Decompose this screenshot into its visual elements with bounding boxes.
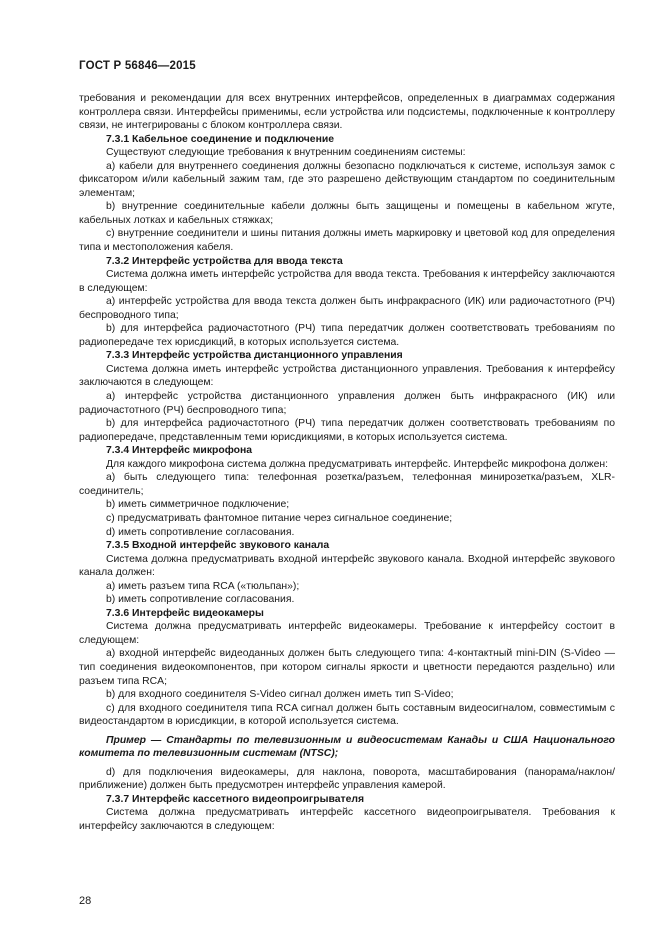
section-heading: 7.3.1 Кабельное соединение и подключение [106, 133, 335, 145]
paragraph: a) кабели для внутреннего соединения должны безопасно подключаться к системе, используя замок с фиксатором и/или кабельный зажим там, где это разрешено действующим стандартом по соединительным элементам; [79, 160, 615, 199]
paragraph: a) быть следующего типа: телефонная розетка/разъем, телефонная минирозетка/разъем, XLR-соединитель; [79, 472, 615, 497]
section-heading: 7.3.4 Интерфейс микрофона [106, 445, 253, 457]
paragraph: b) для интерфейса радиочастотного (РЧ) типа передатчик должен соответствовать требованиям по радиопередаче, представленным теми юрисдикциями, в которых используется система. [79, 418, 615, 443]
paragraph: d) для подключения видеокамеры, для наклона, поворота, масштабирования (панорама/наклон/приближение) должен быть предусмотрен интерфейс управления камерой. [79, 766, 615, 792]
paragraph: c) для входного соединителя типа RCA сигнал должен быть составным видеосигналом, совместимым с видеостандартом в юрисдикции, в которой используется система. [79, 702, 615, 728]
paragraph: b) иметь симметричное подключение; [106, 499, 290, 511]
paragraph: Система должна иметь интерфейс устройства дистанционного управления. Требования к интерфейсу заключаются в следующем: [79, 363, 615, 389]
page-number: 28 [79, 895, 92, 907]
section-heading: 7.3.7 Интерфейс кассетного видеопроигрывателя [106, 793, 365, 805]
section-heading: 7.3.2 Интерфейс устройства для ввода текста [106, 255, 343, 267]
paragraph: a) иметь разъем типа RCA («тюльпан»); [106, 580, 300, 592]
paragraph: Система должна предусматривать входной интерфейс звукового канала. Входной интерфейс звукового канала должен: [79, 553, 615, 579]
example-note: Пример — Стандарты по телевизионным и видеосистемам Канады и США Национального комитета по телевизионным системам (NTSC); [79, 734, 615, 760]
paragraph: требования и рекомендации для всех внутренних интерфейсов, определенных в диаграммах содержания контроллера связи. Интерфейсы применимы, если устройства или подсистемы, подключенные к контроллеру связи, не интегрированы с блоком контроллера связи. [79, 93, 615, 132]
paragraph: Для каждого микрофона система должна предусматривать интерфейс. Интерфейс микрофона должен: [106, 458, 609, 470]
section-heading: 7.3.3 Интерфейс устройства дистанционного управления [106, 350, 403, 362]
paragraph: b) внутренние соединительные кабели должны быть защищены и помещены в кабельном жгуте, кабельных лотках и кабельных стяжках; [79, 201, 615, 226]
paragraph: Система должна иметь интерфейс устройства для ввода текста. Требования к интерфейсу заключаются в следующем: [79, 269, 615, 294]
section-heading: 7.3.5 Входной интерфейс звукового канала [106, 540, 330, 552]
paragraph: b) для входного соединителя S-Video сигнал должен иметь тип S-Video; [106, 689, 454, 701]
paragraph: a) интерфейс устройства для ввода текста должен быть инфракрасного (ИК) или радиочастотного (РЧ) беспроводного типа; [79, 296, 615, 321]
paragraph: b) иметь сопротивление согласования. [106, 594, 295, 606]
paragraph: Существуют следующие требования к внутренним соединениям системы: [106, 147, 466, 159]
section-heading: 7.3.6 Интерфейс видеокамеры [106, 607, 264, 619]
paragraph: b) для интерфейса радиочастотного (РЧ) типа передатчик должен соответствовать требованиям по радиопередаче тех юрисдикций, в которых используется система. [79, 323, 615, 348]
paragraph: Система должна предусматривать интерфейс кассетного видеопроигрывателя. Требования к интерфейсу заключаются в следующем: [79, 807, 615, 832]
document-body [79, 92, 615, 834]
paragraph: d) иметь сопротивление согласования. [106, 526, 295, 538]
paragraph: c) внутренние соединители и шины питания должны иметь маркировку и цветовой код для определения типа и местоположения кабеля. [79, 228, 615, 254]
document-header: ГОСТ Р 56846—2015 [79, 60, 196, 72]
paragraph: Система должна предусматривать интерфейс видеокамеры. Требование к интерфейсу состоит в следующем: [79, 621, 615, 646]
paragraph: a) интерфейс устройства дистанционного управления должен быть инфракрасного (ИК) или радиочастотного (РЧ) беспроводного типа; [79, 391, 615, 416]
paragraph: a) входной интерфейс видеоданных должен быть следующего типа: 4-контактный mini-DIN (S-Video — тип соединения видеокомпонентов, при котором сигналы яркости и цветности передаются раздельно) или разъем типа RCA; [79, 648, 615, 687]
paragraph: c) предусматривать фантомное питание через сигнальное соединение; [106, 512, 453, 524]
